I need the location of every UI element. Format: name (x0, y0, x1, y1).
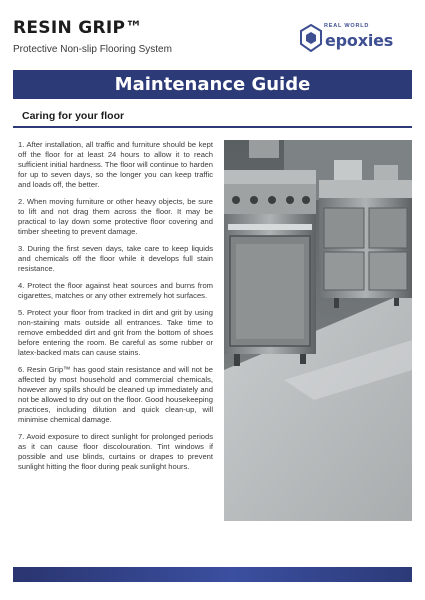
instructions-column (18, 140, 213, 479)
logo-tagline: REAL WORLD (324, 23, 370, 29)
brand-subtitle: Protective Non-slip Flooring System (13, 44, 172, 55)
paragraph-3: 3. During the first seven days, take care to keep liquids and chemicals off the floor while it develops full stain resistance. (18, 244, 213, 273)
paragraph-4: 4. Protect the floor against heat sources and burns from cigarettes, matches or any other extremely hot surfaces. (18, 281, 213, 300)
paragraph-2: 2. When moving furniture or other heavy objects, be sure to lift and not drag them across the floor. It may be practical to lay down some protective floor covering and timber sheeting to prevent damage. (18, 197, 213, 236)
section-divider (13, 126, 412, 128)
section-heading: Caring for your floor (22, 110, 125, 122)
paragraph-1: 1. After installation, all traffic and furniture should be kept off the floor for at least 24 hours to allow it to reach sufficient initial hardness. The floor will continue to harden for up to seven days, so the longer you can keep traffic and loads off, the better. (18, 140, 213, 189)
page-title: Maintenance Guide (114, 74, 311, 95)
company-logo (300, 22, 410, 56)
title-banner (13, 70, 412, 99)
logo-mark-icon (300, 24, 322, 52)
paragraph-5: 5. Protect your floor from tracked in dirt and grit by using non-staining mats outside all entrances. Take time to remove embedded dirt and grit from the bottom of shoes before entering the room. Be careful as some rubber or latex-backed mats can cause stains. (18, 308, 213, 357)
kitchen-floor-photo (224, 140, 412, 521)
footer-bar (13, 567, 412, 582)
paragraph-6: 6. Resin Grip™ has good stain resistance and will not be affected by most household and commercial chemicals, however any spills should be cleaned up immediately and not be allowed to dry out on the floor. Good housekeeping practices, including dilution and quick clean-up, will minimise chemical damage. (18, 365, 213, 424)
brand-title: RESIN GRIP™ (13, 18, 143, 38)
paragraph-7: 7. Avoid exposure to direct sunlight for prolonged periods as it can cause floor discolouration. Tint windows if possible and use blinds, curtains or drapes to prevent sunlight hitting the floor during peak sunlight hours. (18, 432, 213, 471)
logo-wordmark: epoxies (325, 31, 394, 50)
